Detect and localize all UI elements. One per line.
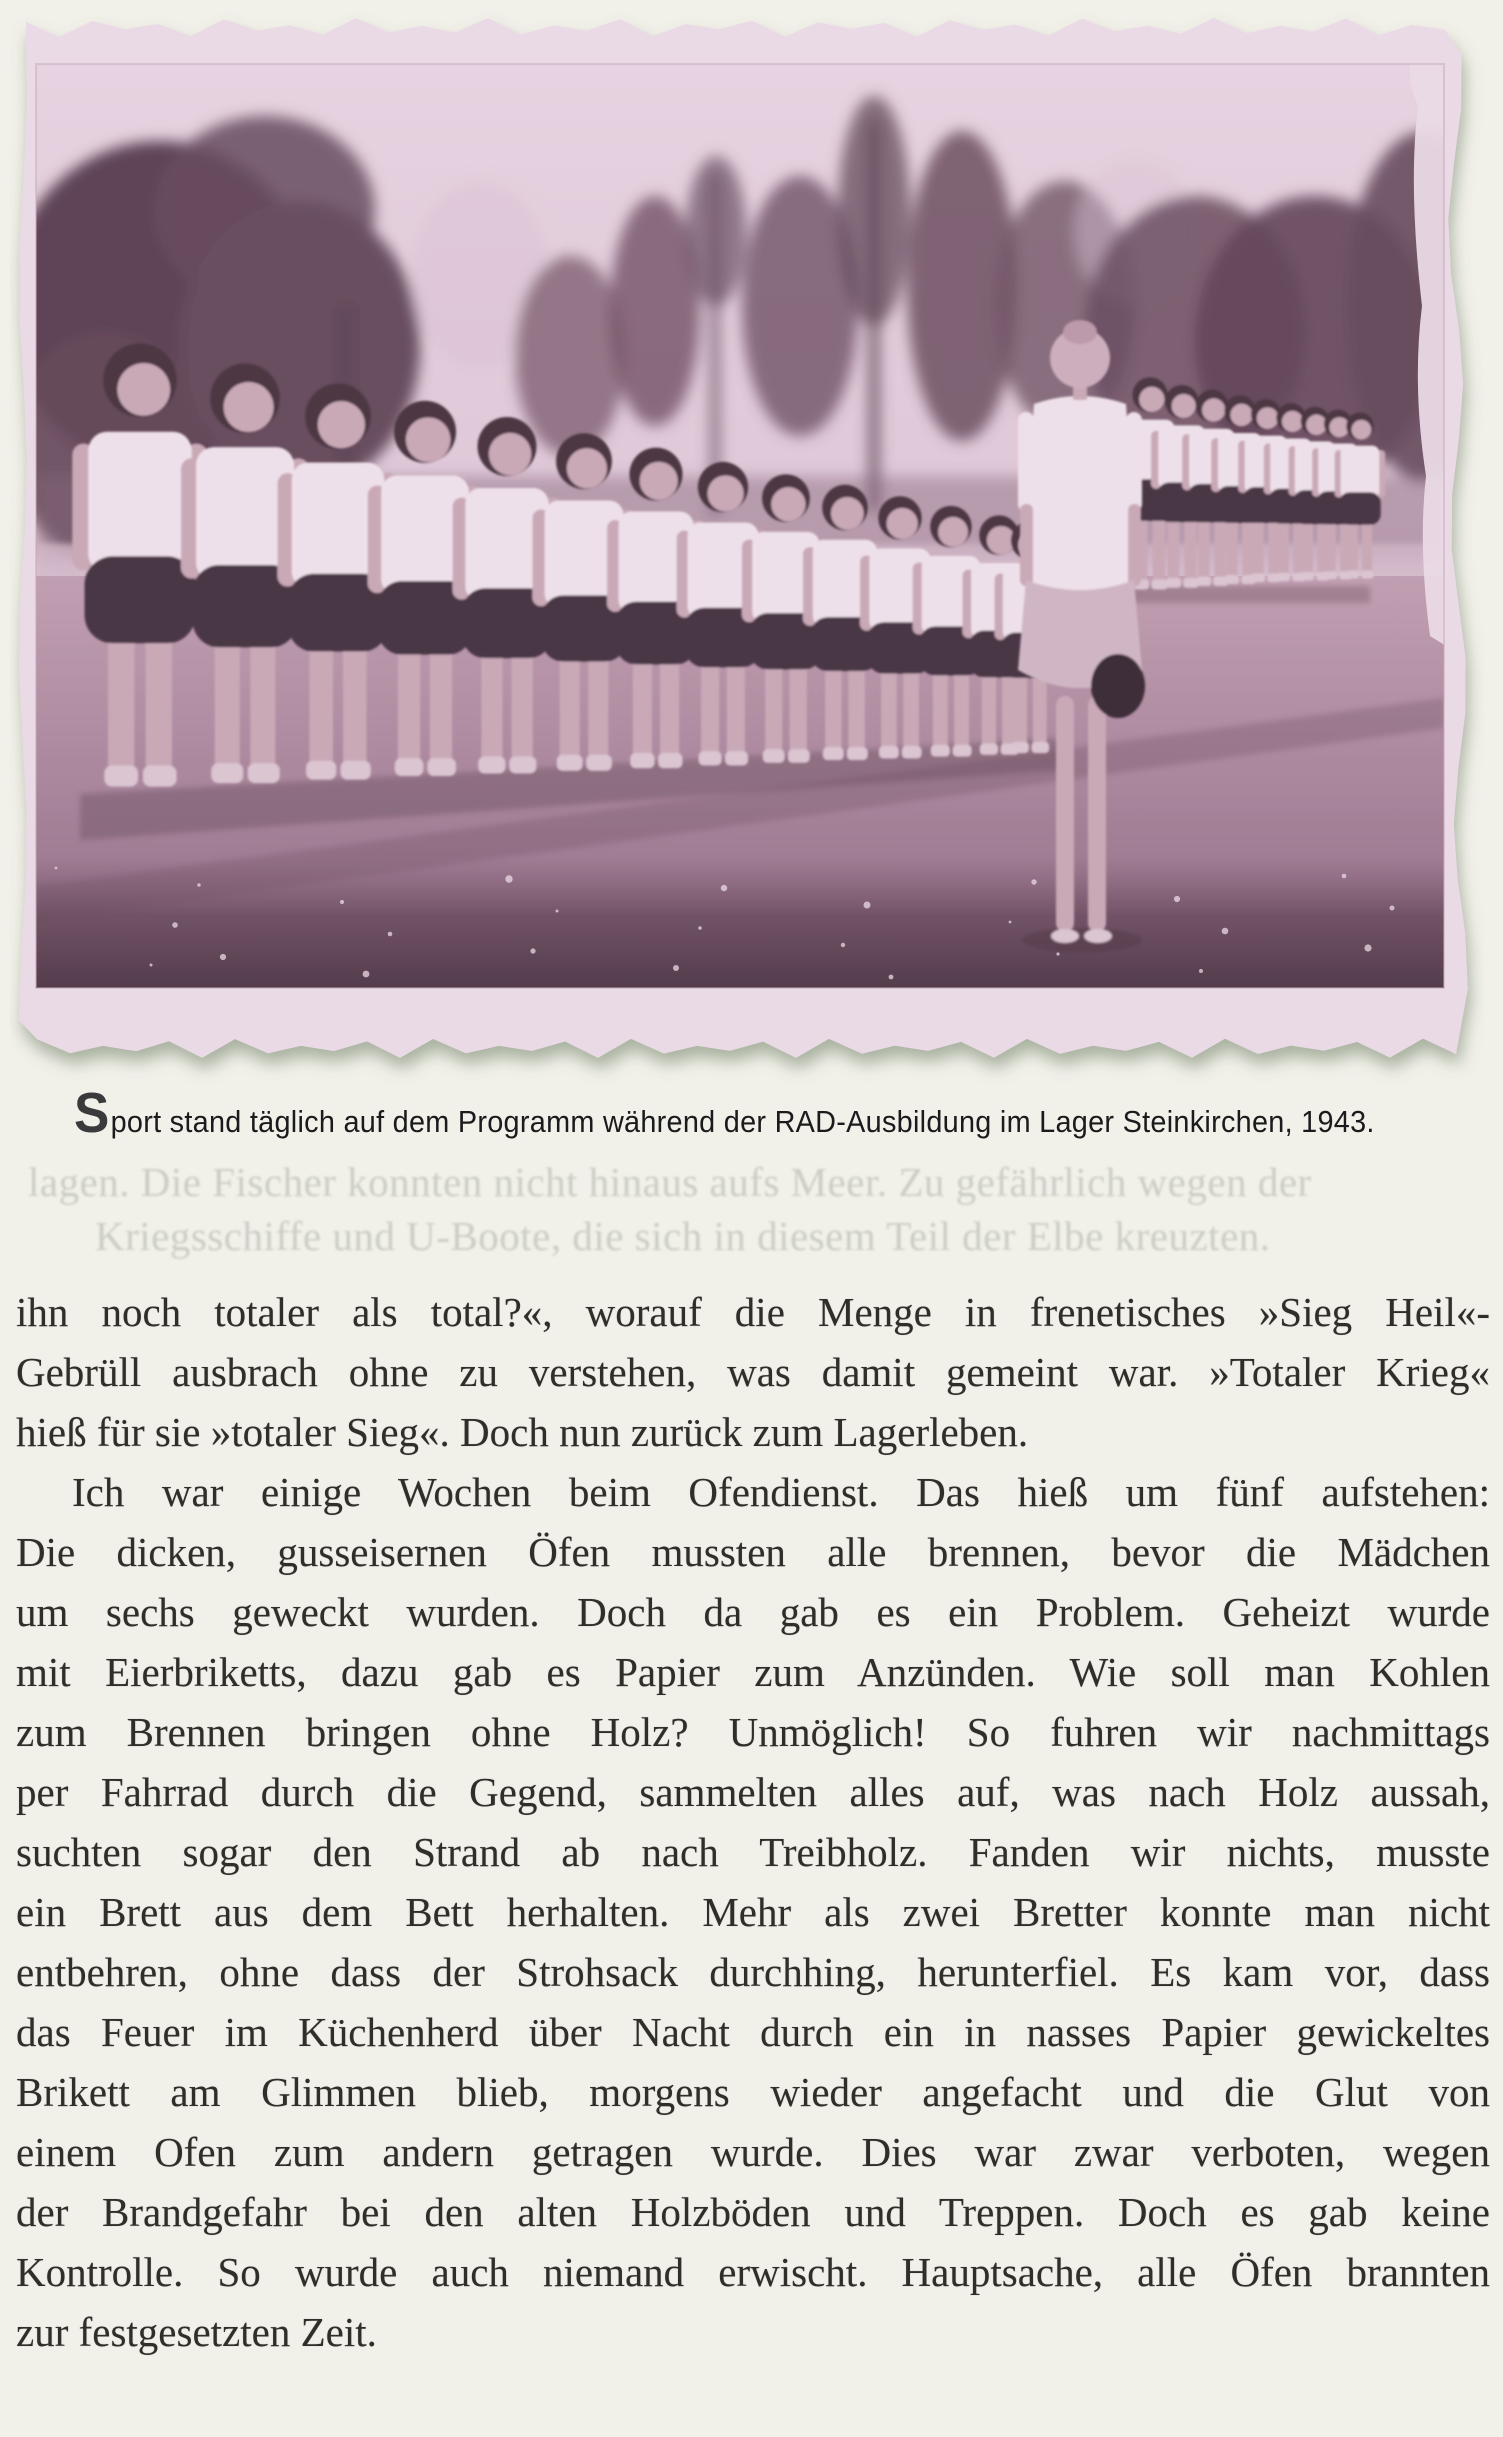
text-line: zum Brennen bringen ohne Holz? Unmöglich! So fuhren wir nachmittags	[16, 1709, 1490, 1755]
text-line: Kontrolle. So wurde auch niemand erwischt. Hauptsache, alle Öfen brannten	[16, 2249, 1490, 2295]
photo-illustration	[10, 6, 1484, 1084]
text-line: Ich war einige Wochen beim Ofendienst. Das hieß um fünf aufstehen:	[72, 1469, 1490, 1515]
photo-caption	[74, 1078, 1395, 1148]
text-line: mit Eierbriketts, dazu gab es Papier zum Anzünden. Wie soll man Kohlen	[16, 1649, 1490, 1695]
text-line: ein Brett aus dem Bett herhalten. Mehr als zwei Bretter konnte man nicht	[16, 1889, 1490, 1935]
text-line: einem Ofen zum andern getragen wurde. Dies war zwar verboten, wegen	[16, 2129, 1490, 2175]
text-line: hieß für sie »totaler Sieg«. Doch nun zurück zum Lagerleben.	[16, 1409, 1029, 1455]
photo-image-area	[10, 64, 1484, 988]
text-line: um sechs geweckt wurden. Doch da gab es ein Problem. Geheizt wurde	[16, 1589, 1490, 1635]
text-line: zur festgesetzten Zeit.	[16, 2309, 377, 2355]
text-line: ihn noch totaler als total?«, worauf die Menge in frenetisches »Sieg Heil«-	[16, 1289, 1490, 1335]
text-line: der Brandgefahr bei den alten Holzböden und Treppen. Doch es gab keine	[16, 2189, 1490, 2235]
text-line: Brikett am Glimmen blieb, morgens wieder angefacht und die Glut von	[16, 2069, 1490, 2115]
rad-training-photo	[10, 6, 1484, 1084]
text-line: entbehren, ohne dass der Strohsack durchhing, herunterfiel. Es kam vor, dass	[16, 1949, 1490, 1995]
caption-text: port stand täglich auf dem Programm während der RAD-Ausbildung im Lager Steinkirchen, 1943.	[110, 1104, 1375, 1139]
text-line: per Fahrrad durch die Gegend, sammelten alles auf, was nach Holz aussah,	[16, 1769, 1490, 1815]
text-line: Die dicken, gusseisernen Öfen mussten alle brennen, bevor die Mädchen	[16, 1529, 1490, 1575]
bleed-through-line: Kriegsschiffe und U-Boote, die sich in diesem Teil der Elbe kreuzten.	[95, 1213, 1271, 1259]
text-line: suchten sogar den Strand ab nach Treibholz. Fanden wir nichts, musste	[16, 1829, 1490, 1875]
body-text	[16, 1282, 1490, 2362]
bleed-through-line: lagen. Die Fischer konnten nicht hinaus aufs Meer. Zu gefährlich wegen der	[28, 1159, 1312, 1205]
text-line: Gebrüll ausbrach ohne zu verstehen, was damit gemeint war. »Totaler Krieg«	[16, 1349, 1490, 1395]
text-line: das Feuer im Küchenherd über Nacht durch ein in nasses Papier gewickeltes	[16, 2009, 1490, 2055]
caption-initial: S	[74, 1081, 110, 1145]
